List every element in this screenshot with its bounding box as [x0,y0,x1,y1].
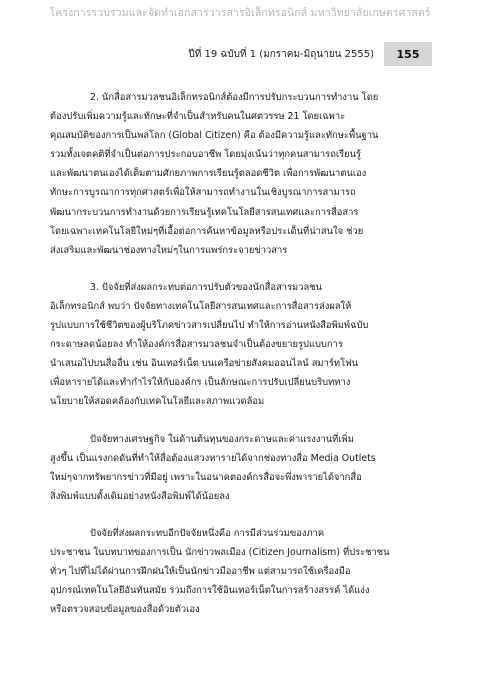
text-line: ต้องปรับเพิ่มความรู้และทักษะที่จำเป็นสำหรับคนในศตวรรษ 21 โดยเฉพาะ [50,111,346,123]
issue-info [188,42,432,66]
issue-text: ปีที่ 19 ฉบับที่ 1 (มกราคม-มิถุนายน 2555) [188,48,374,60]
page-number: 155 [384,42,432,66]
paragraph-3 [50,278,442,412]
text-line: สูงขึ้น เป็นแรงกดดันที่ทำให้สื่อต้องแสวงหารายได้จากช่องทางสื่อ Media Outlets [50,452,376,464]
project-header: โครงการรวบรวมและจัดทำเอกสารวารสารอิเล็กทรอนิกส์ มหาวิทยาลัยเกษตรศาสตร์ [49,7,431,19]
body-text [50,88,442,619]
text-line: คุณสมบัติของการเป็นพลโลก (Global Citizen) คือ ต้องมีความรู้และทักษะพื้นฐาน [50,130,379,142]
text-line: เพื่อหารายได้และทำกำไรให้กับองค์กร เป็นลักษณะการปรับเปลี่ยนบริบททาง [50,377,351,389]
text-line: ปัจจัยที่ส่งผลกระทบอีกปัจจัยหนึ่งคือ การมีส่วนร่วมของภาค [90,527,325,539]
paragraph-2 [50,88,442,260]
text-line: นำเสนอไปบนสื่ออื่น เช่น อินเทอร์เน็ต บนเครือข่ายสังคมออนไลน์ สมาร์ทโฟน [50,358,359,370]
text-line: กระดาษลดน้อยลง ทำให้องค์กรสื่อสารมวลชนจำเป็นต้องขยายรูปแบบการ [50,339,343,351]
text-line: ปัจจัยทางเศรษฐกิจ ในด้านต้นทุนของกระดาษและค่าแรงงานที่เพิ่ม [90,433,354,445]
paragraph-economic [50,430,442,506]
text-line: โดยเฉพาะเทคโนโลยีใหม่ๆที่เอื้อต่อการค้นหาข้อมูลหรือประเด็นที่น่าสนใจ ช่วย [50,225,364,237]
text-line: 3. ปัจจัยที่ส่งผลกระทบต่อการปรับตัวของนักสื่อสารมวลชน [90,281,322,293]
text-line: ส่งเสริมและพัฒนาช่องทางใหม่ๆในการแพร่กระจายข่าวสาร [50,244,288,256]
text-line: 2. นักสื่อสารมวลชนอิเล็กทรอนิกส์ต้องมีการปรับกระบวนการทำงาน โดย [90,92,379,103]
text-line: พัฒนากระบวนการทำงานด้วยการเรียนรู้เทคโนโลยีสารสนเทศและการสื่อสาร [50,206,359,218]
text-line: สิ่งพิมพ์แบบดั้งเดิมอย่างหนังสือพิมพ์ได้น้อยลง [50,490,230,502]
text-line: ใหม่ๆจากทรัพยากรข่าวที่มีอยู่ เพราะในอนาคตองค์กรสื่อจะพึ่งพารายได้จากสื่อ [50,471,362,483]
text-line: อุปกรณ์เทคโนโลยีอันทันสมัย รวมถึงการใช้อินเทอร์เน็ตในการสร้างสรรค์ ได้แง่ง [50,585,370,597]
text-line: รูปแบบการใช้ชีวิตของผู้บริโภคข่าวสารเปลี่ยนไป ทำให้การอ่านหนังสือพิมพ์ฉบับ [50,320,369,332]
text-line: รวมทั้งเจตคติที่จำเป็นต่อการประกอบอาชีพ โดยมุ่งเน้นว่าทุกคนสามารถเรียนรู้ [50,149,362,161]
text-line: หรือตรวจสอบข้อมูลของสื่อด้วยตัวเอง [50,604,200,616]
text-line: อิเล็กทรอนิกส์ พบว่า ปัจจัยทางเทคโนโลยีสารสนเทศและการสื่อสารส่งผลให้ [50,300,352,312]
paragraph-participation [50,524,442,619]
text-line: ประชาชน ในบทบาทของการเป็น นักข่าวพลเมือง (Citizen Journalism) ที่ประชาชน [50,546,390,558]
text-line: ทักษะการบูรณาการทุกศาสตร์เพื่อให้สามารถทำงานในเชิงบูรณาการสามารถ [50,187,356,199]
text-line: ทั่วๆ ไปที่ไม่ได้ผ่านการฝึกฝนให้เป็นนักข่าวมืออาชีพ แต่สามารถใช้เครื่องมือ [50,566,351,578]
text-line: และพัฒนาตนเองได้เต็มตามศักยภาพการเรียนรู้ตลอดชีวิต เพื่อการพัฒนาตนเอง [50,168,367,180]
text-line: นโยบายให้สอดคล้องกับเทคโนโลยีและสภาพแวดล้อม [50,396,265,408]
